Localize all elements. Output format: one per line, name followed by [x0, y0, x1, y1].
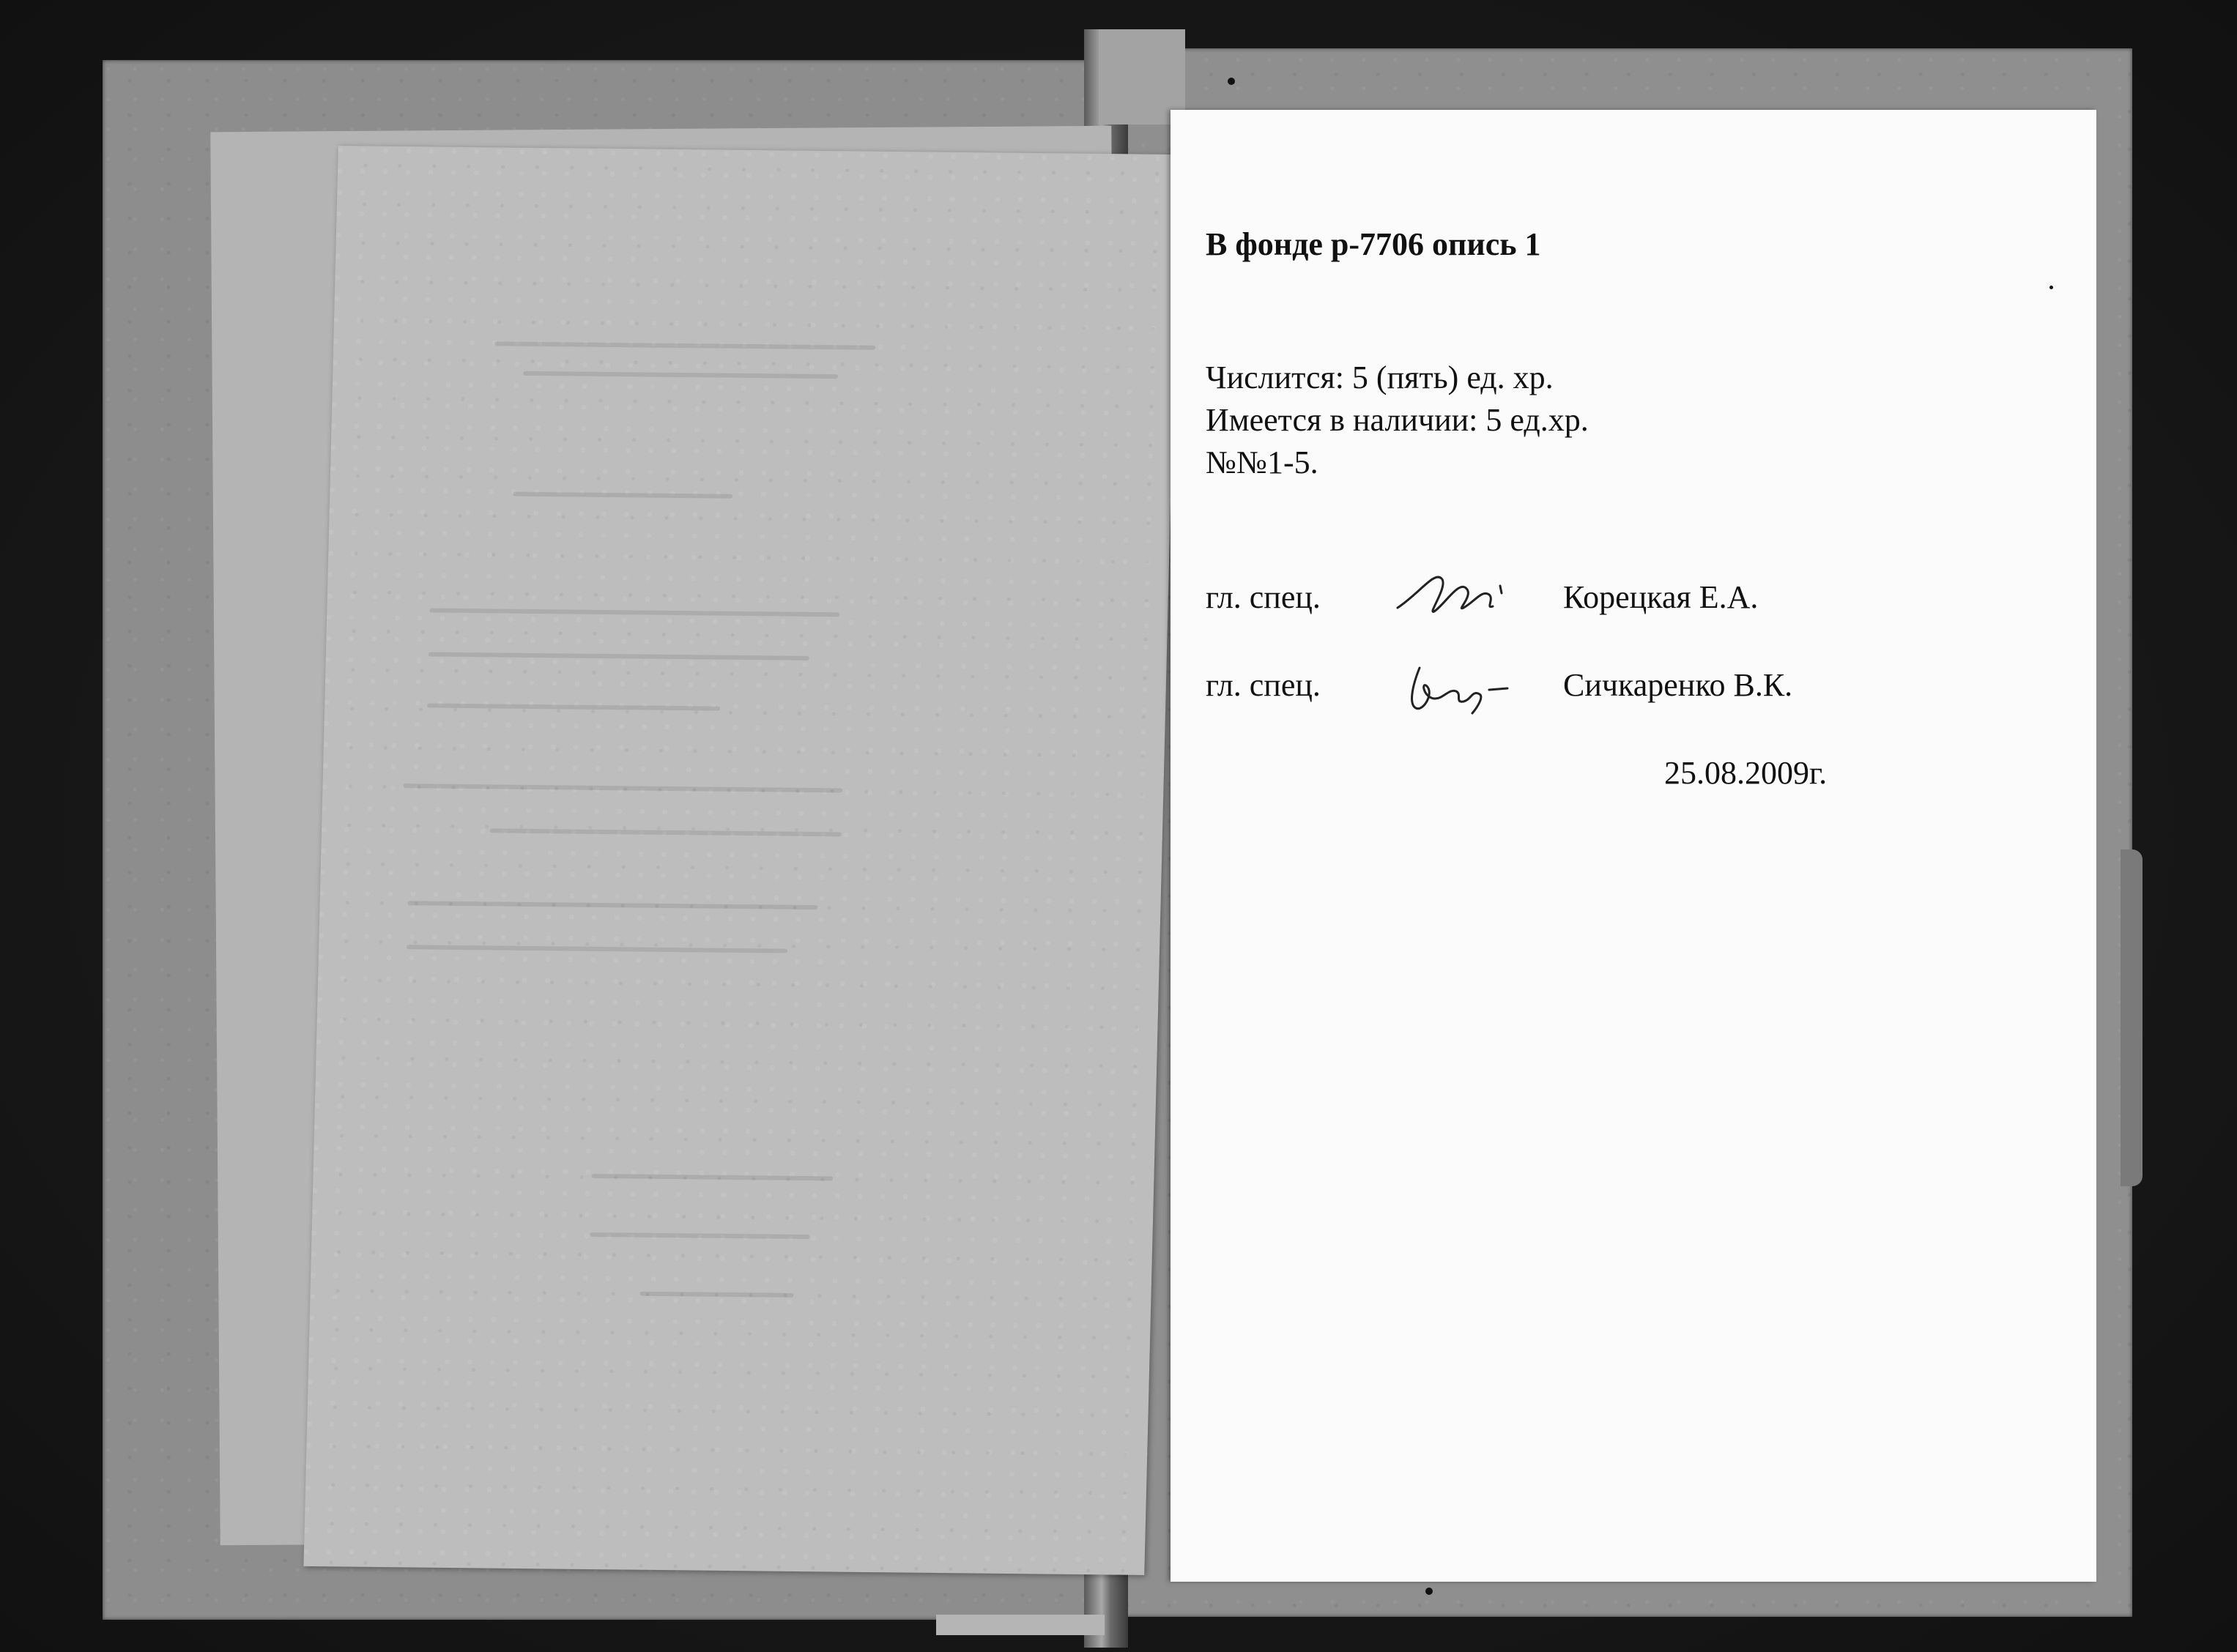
- show-through-mark: [429, 608, 839, 617]
- count-line: Числится: 5 (пять) ед. хр.: [1206, 360, 1554, 395]
- right-printed-sheet: [1171, 110, 2096, 1582]
- show-through-mark: [591, 1174, 833, 1180]
- numbers-line: №№1-5.: [1206, 444, 1318, 480]
- left-blank-sheet: [303, 146, 1179, 1575]
- document-date: 25.08.2009г.: [1664, 755, 1828, 791]
- show-through-mark: [494, 341, 875, 349]
- show-through-mark: [427, 703, 720, 710]
- speck: [2049, 286, 2053, 289]
- signatory-name: Корецкая Е.А.: [1563, 579, 1759, 615]
- signatory-name: Сичкаренко В.К.: [1563, 667, 1793, 703]
- signatory-position: гл. спец.: [1206, 667, 1321, 703]
- speck: [1228, 78, 1235, 85]
- show-through-mark: [523, 371, 838, 379]
- show-through-mark: [513, 492, 732, 499]
- show-through-mark: [429, 652, 809, 660]
- speck: [1425, 1588, 1433, 1595]
- show-through-mark: [490, 828, 842, 836]
- show-through-mark: [407, 945, 787, 953]
- show-through-mark: [590, 1232, 809, 1239]
- spine-bottom-strip: [936, 1615, 1105, 1635]
- signature-icon: [1390, 653, 1522, 719]
- available-line: Имеется в наличии: 5 ед.хр.: [1206, 402, 1589, 438]
- show-through-mark: [639, 1292, 793, 1298]
- folder-edge-tab: [2121, 849, 2143, 1186]
- signatory-position: гл. спец.: [1206, 579, 1321, 615]
- show-through-mark: [407, 901, 817, 909]
- fund-heading: В фонде р-7706 опись 1: [1206, 226, 1541, 262]
- signature-icon: [1390, 564, 1522, 630]
- show-through-mark: [403, 784, 842, 792]
